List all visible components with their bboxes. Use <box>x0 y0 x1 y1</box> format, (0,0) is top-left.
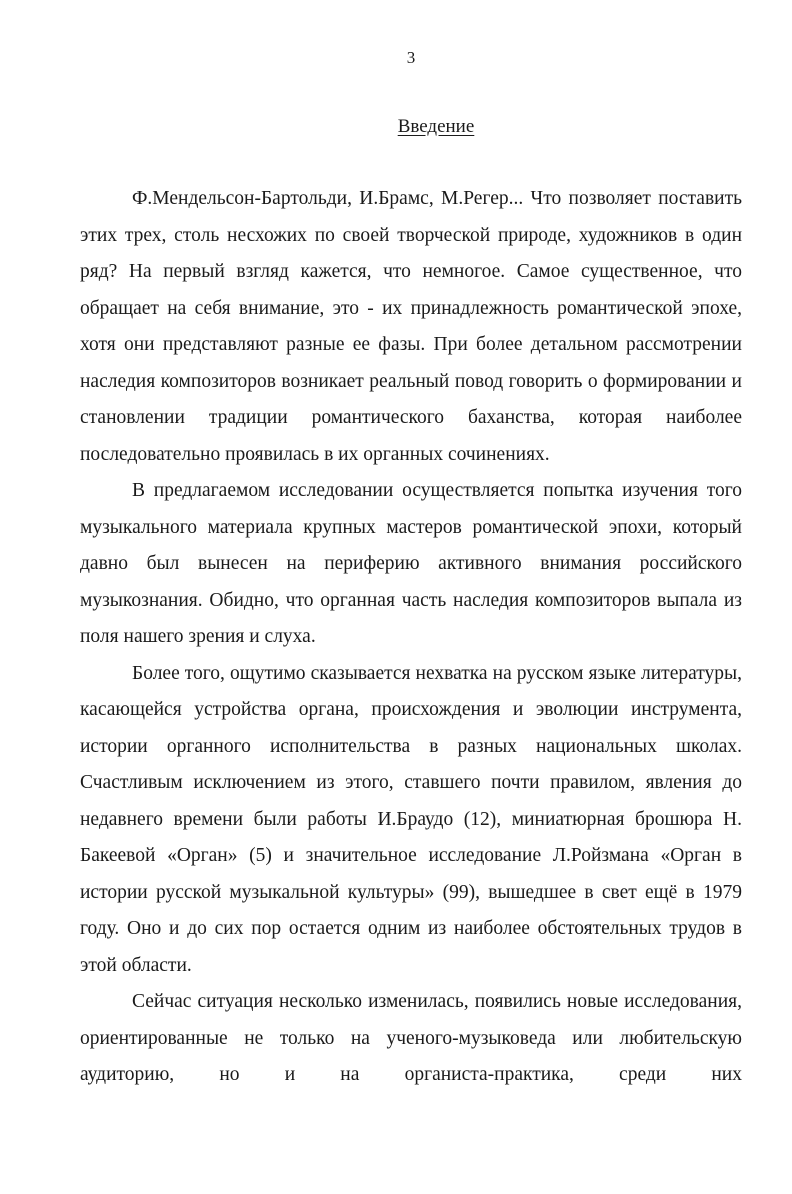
page-number: 3 <box>406 48 416 67</box>
body-text <box>80 181 742 1094</box>
paragraph-1: Ф.Мендельсон-Бартольди, И.Брамс, М.Регер... Что позволяет поставить этих трех, столь несхожих по своей творческой природе, художников в один ряд? На первый взгляд кажется, что немногое. Самое существенное, что обращает на себя внимание, это - их принадлежность романтической эпохе, хотя они представляют разные ее фазы. При более детальном рассмотрении наследия композиторов возникает реальный повод говорить о формировании и становлении традиции романтического баханства, которая наиболее последовательно проявилась в их органных сочинениях. <box>80 188 742 465</box>
paragraph-2: В предлагаемом исследовании осуществляется попытка изучения того музыкального материала крупных мастеров романтической эпохи, который давно был вынесен на периферию активного внимания российского музыкознания. Обидно, что органная часть наследия композиторов выпала из поля нашего зрения и слуха. <box>80 480 742 647</box>
paragraph-4: Сейчас ситуация несколько изменилась, появились новые исследования, ориентированные не только на ученого-музыковеда или любительскую аудиторию, но и на органиста-практика, среди них <box>80 991 742 1085</box>
section-title: Введение <box>397 116 475 137</box>
paragraph-3: Более того, ощутимо сказывается нехватка на русском языке литературы, касающейся устройства органа, происхождения и эволюции инструмента, истории органного исполнительства в разных национальных школах. Счастливым исключением из этого, ставшего почти правилом, явления до недавнего времени были работы И.Браудо (12), миниатюрная брошюра Н. Бакеевой «Орган» (5) и значительное исследование Л.Ройзмана «Орган в истории русской музыкальной культуры» (99), вышедшее в свет ещё в 1979 году. Оно и до сих пор остается одним из наиболее обстоятельных трудов в этой области. <box>80 662 742 976</box>
